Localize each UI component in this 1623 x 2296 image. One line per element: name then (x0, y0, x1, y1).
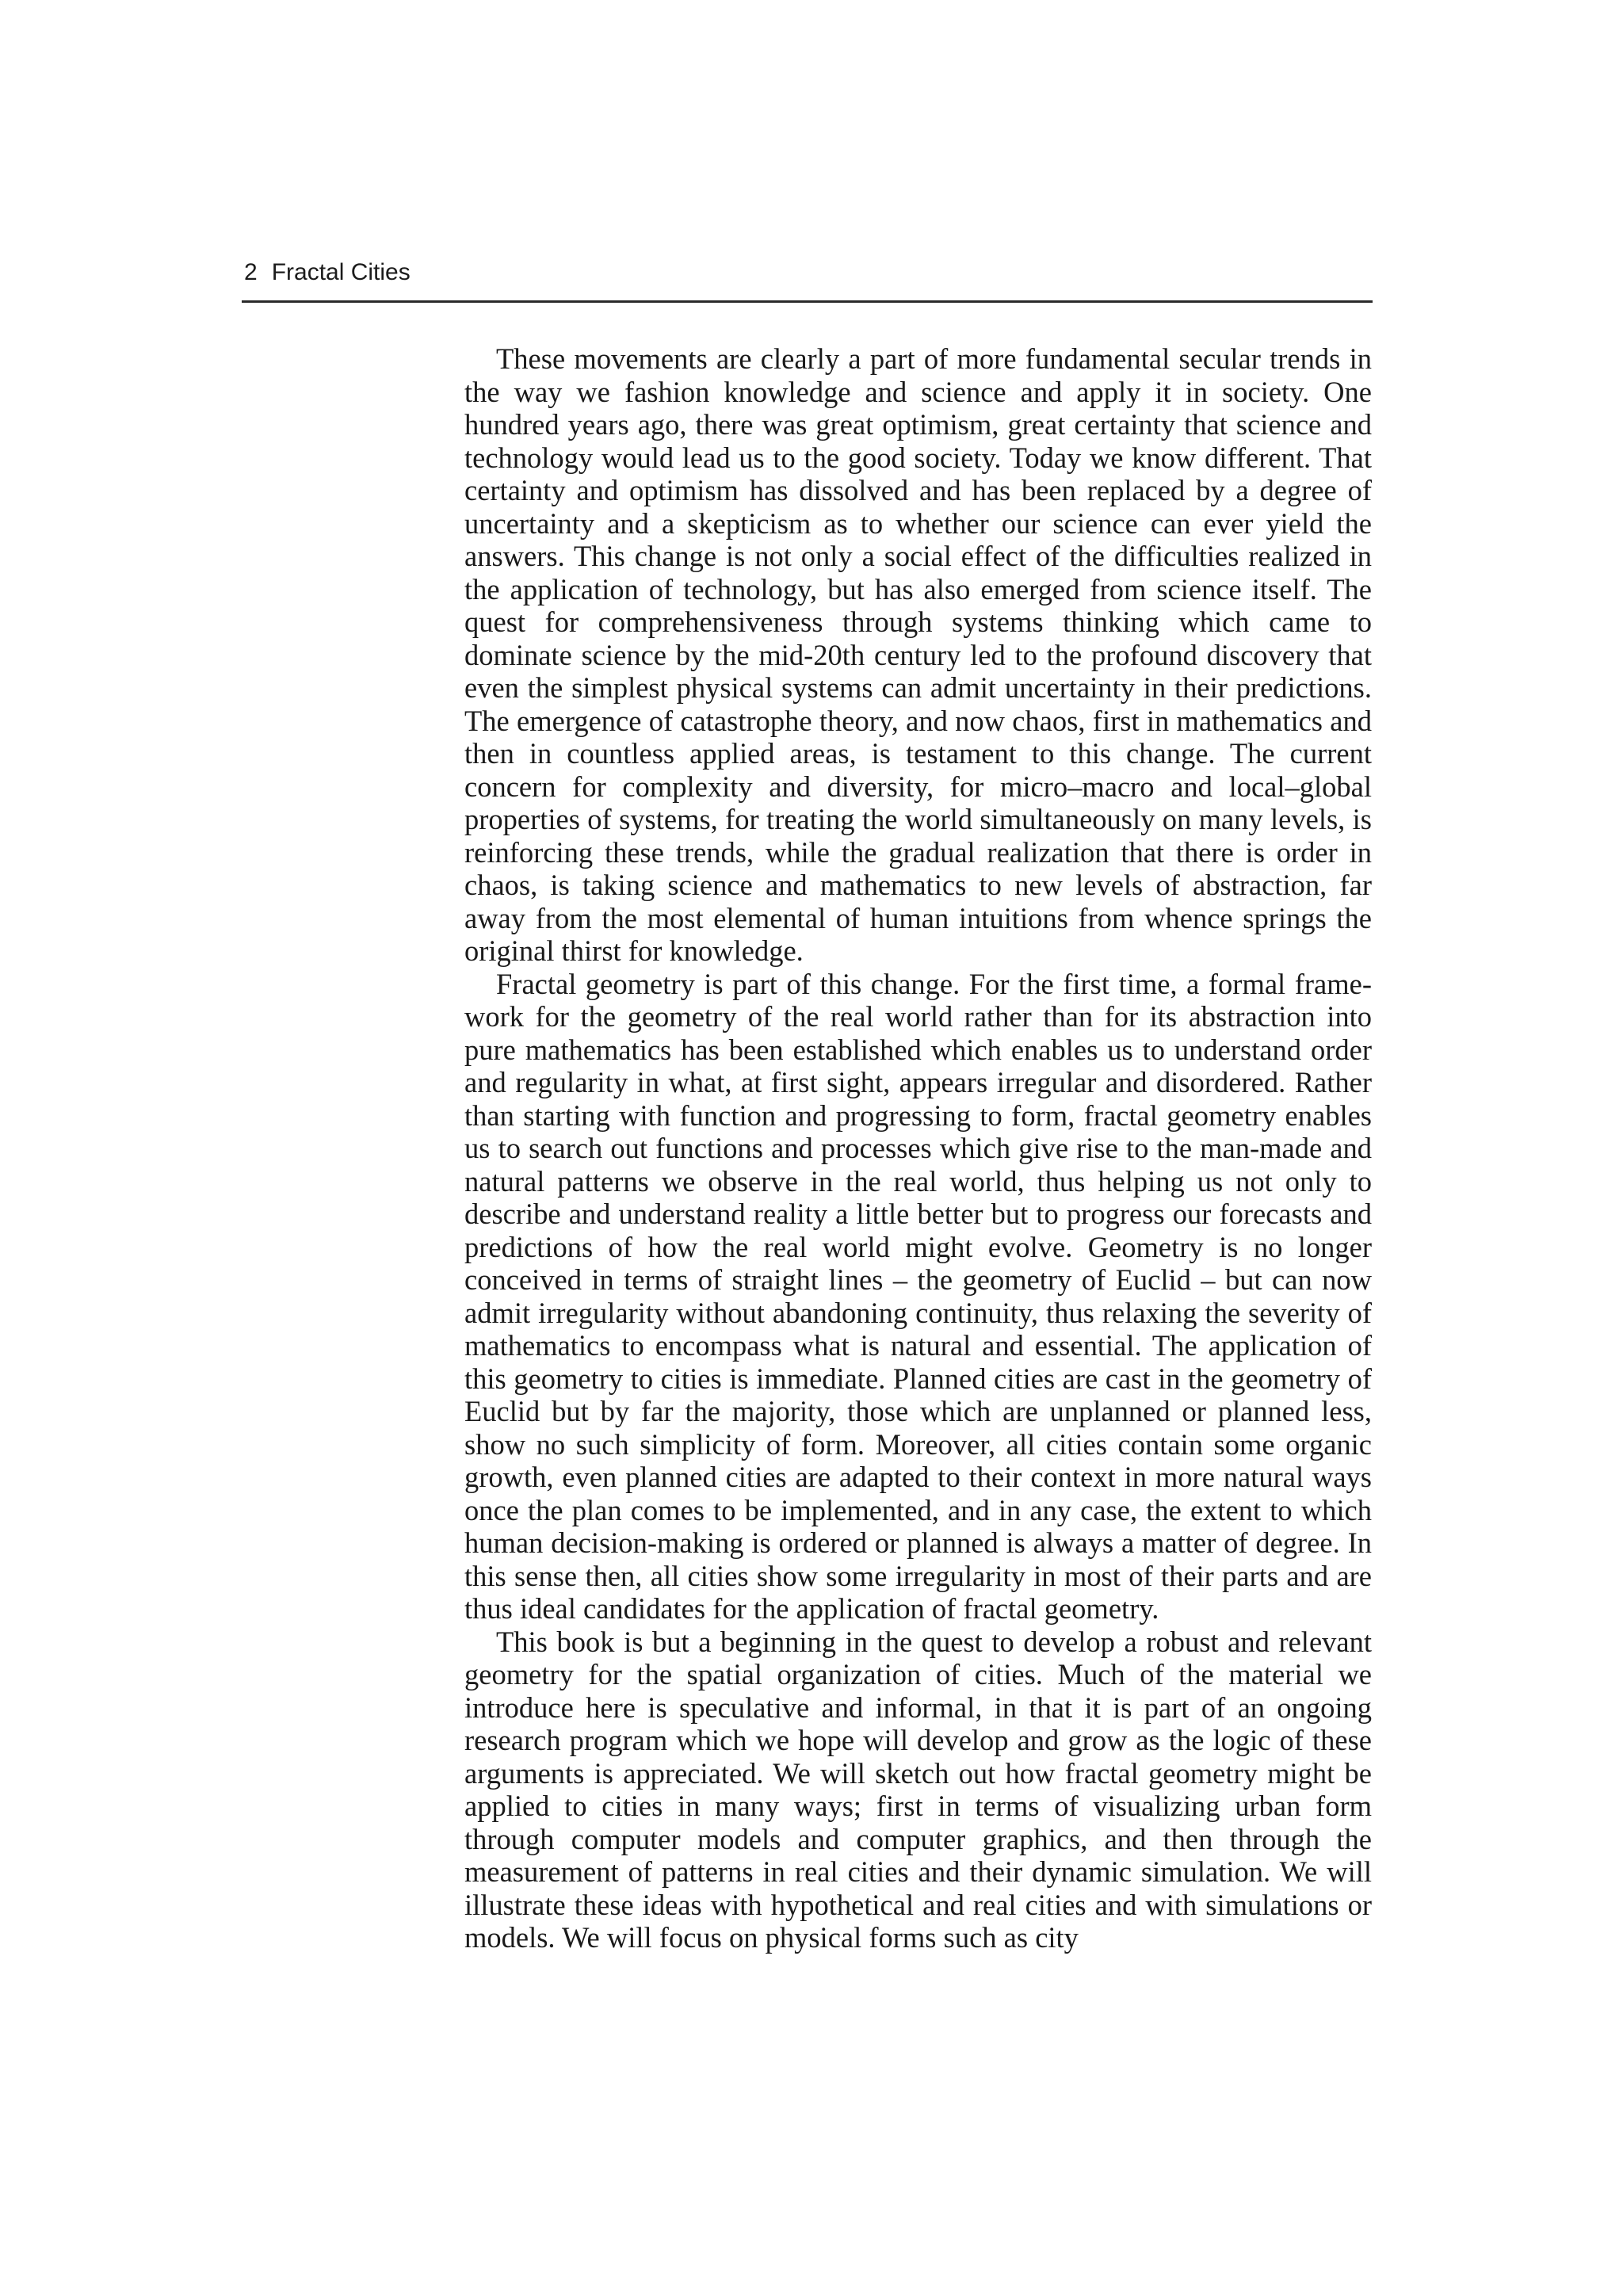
running-header-text (244, 259, 411, 286)
paragraph-fractal-geometry: Fractal geometry is part of this change. For the first time, a formal framework for the geometry of the real world rather than for its abstraction into pure mathematics has been established which enables us to understand order and regularity in what, at first sight, appears irregular and disordered. Rather than starting with function and progressing to form, fractal geometry enables us to search out functions and processes which give rise to the man-made and natural patterns we observe in the real world, thus helping us not only to describe and understand reality a little better but to progress our forecasts and predictions of how the real world might evolve. Geometry is no longer conceived in terms of straight lines – the geometry of Euclid – but can now admit irregularity without abandoning continuity, thus relaxing the severity of mathematics to encompass what is natural and essential. The application of this geometry to cities is immediate. Planned cities are cast in the geometry of Euclid but by far the majority, those which are unplanned or planned less, show no such simplicity of form. Moreover, all cities contain some organic growth, even planned cities are adapted to their context in more natural ways once the plan comes to be implemented, and in any case, the extent to which human decision-making is ordered or planned is always a matter of degree. In this sense then, all cities show some irregularity in most of their parts and are thus ideal candidates for the application of fractal geometry. (464, 967, 1372, 1625)
page-number: 2 (244, 259, 258, 285)
book-title: Fractal Cities (271, 259, 411, 285)
body-text (464, 342, 1372, 1954)
paragraph-secular-trends: These movements are clearly a part of more fundamental secular trends in the way we fashion knowledge and science and apply it in society. One hundred years ago, there was great optimism, great certainty that science and technology would lead us to the good society. Today we know different. That certainty and optimism has dissolved and has been replaced by a degree of uncertainty and a skepticism as to whether our science can ever yield the answers. This change is not only a social effect of the difficulties realized in the application of technology, but has also emerged from science itself. The quest for comprehensiveness through systems thinking which came to dominate science by the mid-20th century led to the profound discovery that even the simplest physical systems can admit uncertainty in their predictions. The emergence of catastrophe theory, and now chaos, first in mathematics and then in countless applied areas, is testament to this change. The current concern for complexity and diversity, for micro–macro and local–global properties of systems, for treating the world simultaneously on many levels, is reinforcing these trends, while the gradual realization that there is order in chaos, is taking science and mathematics to new levels of abstraction, far away from the most elemental of human intuitions from whence springs the original thirst for knowledge. (464, 342, 1372, 967)
paragraph-this-book: This book is but a beginning in the quest to develop a robust and relevant geometry for the spatial organization of cities. Much of the material we introduce here is speculative and informal, in that it is part of an ongoing research program which we hope will develop and grow as the logic of these arguments is appreciated. We will sketch out how fractal geometry might be applied to cities in many ways; first in terms of visualizing urban form through computer models and computer graphics, and then through the measurement of patterns in real cities and their dynamic simulation. We will illustrate these ideas with hypothetical and real cities and with simulations or models. We will focus on physical forms such as city (464, 1625, 1372, 1954)
running-header (242, 258, 1373, 303)
